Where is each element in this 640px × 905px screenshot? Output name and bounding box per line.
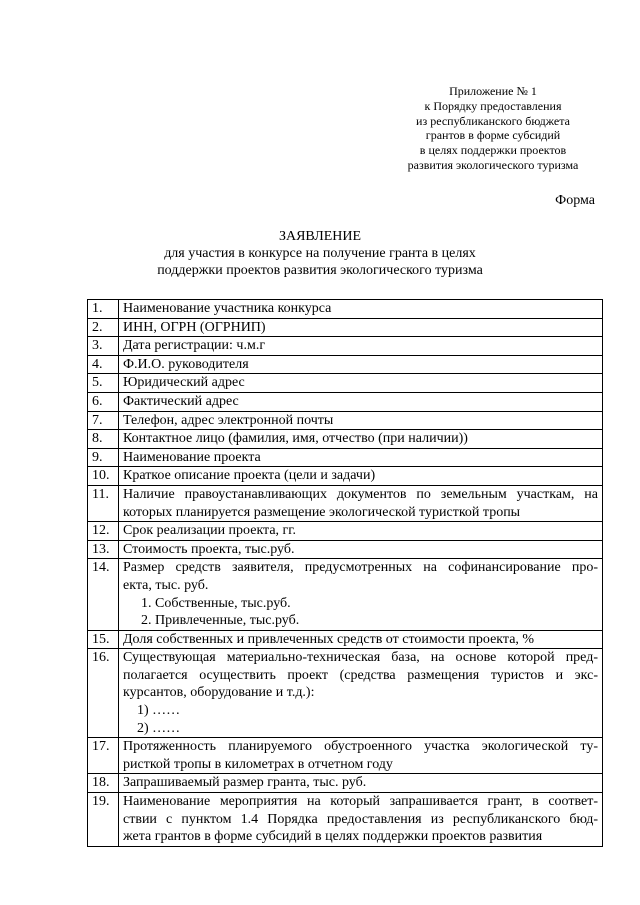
row-text <box>119 337 603 356</box>
row-text-line: Ф.И.О. руководителя <box>123 356 249 372</box>
row-text <box>119 374 603 393</box>
table-row <box>88 774 603 793</box>
sub-item: 2. Привлеченные, тыс.руб. <box>141 613 300 629</box>
row-text <box>119 430 603 449</box>
row-text-line: Наименование участника конкурса <box>123 301 332 316</box>
row-text <box>119 540 603 559</box>
table-row <box>88 467 603 486</box>
table-row <box>88 300 603 319</box>
row-number: 14. <box>88 559 119 630</box>
row-text-line: Запрашиваемый размер гранта, тыс. руб. <box>123 775 367 791</box>
table-row <box>88 411 603 430</box>
row-text <box>119 559 603 630</box>
row-text <box>119 411 603 430</box>
row-number: 4. <box>88 355 119 374</box>
row-text-line: Краткое описание проекта (цели и задачи) <box>123 468 376 484</box>
row-number: 5. <box>88 374 119 393</box>
row-text-line: Контактное лицо (фамилия, имя, отчество (при наличии)) <box>123 431 468 447</box>
row-text-line: Срок реализации проекта, гг. <box>123 523 296 539</box>
row-text <box>119 392 603 411</box>
row-text-line: Протяженность планируемого обустроенного участка экологической ту- <box>123 739 598 755</box>
row-number: 16. <box>88 649 119 738</box>
table-row <box>88 522 603 541</box>
row-text <box>119 318 603 337</box>
row-text-line: Размер средств заявителя, предусмотренных на софинансирование про- <box>123 560 598 576</box>
sub-item: 2) …… <box>137 720 181 736</box>
row-number: 13. <box>88 540 119 559</box>
row-text <box>119 300 603 319</box>
row-text <box>119 485 603 521</box>
row-text-line: жета грантов в форме субсидий в целях поддержки проектов развития <box>123 829 543 845</box>
row-text-line: Дата регистрации: ч.м.г <box>123 338 266 354</box>
row-number: 15. <box>88 630 119 649</box>
appendix-line: развития экологического туризма <box>407 157 579 172</box>
appendix-line: грантов в форме субсидий <box>425 128 561 143</box>
row-text <box>119 649 603 738</box>
row-text <box>119 522 603 541</box>
table-row <box>88 540 603 559</box>
appendix-block <box>380 84 606 173</box>
title-line-2: поддержки проектов развития экологического туризма <box>157 263 483 278</box>
appendix-line: к Порядку предоставления <box>424 98 562 113</box>
table-row <box>88 485 603 521</box>
row-text <box>119 738 603 774</box>
row-number: 3. <box>88 337 119 356</box>
row-text-line: Наименование мероприятия на который запрашивается грант, в соответ- <box>123 794 598 810</box>
row-text-line: ИНН, ОГРН (ОГРНИП) <box>123 319 266 335</box>
table-row <box>88 355 603 374</box>
row-text-line: Стоимость проекта, тыс.руб. <box>123 541 295 557</box>
table-row <box>88 392 603 411</box>
row-text <box>119 774 603 793</box>
row-text-line: екта, тыс. руб. <box>123 577 209 593</box>
row-text-line: Юридический адрес <box>123 375 245 391</box>
appendix-line: из республиканского бюджета <box>416 113 570 128</box>
row-number: 1. <box>88 300 119 319</box>
row-text-line: ристкой тропы в километрах в отчетном году <box>123 756 393 772</box>
row-text-line: Доля собственных и привлеченных средств от стоимости проекта, % <box>123 631 535 647</box>
table-row <box>88 793 603 847</box>
row-number: 18. <box>88 774 119 793</box>
row-number: 8. <box>88 430 119 449</box>
form-label: Форма <box>555 193 595 208</box>
appendix-line: в целях поддержки проектов <box>419 143 567 158</box>
document-title <box>0 229 640 279</box>
row-text-line: Наличие правоустанавливающих документов по земельным участкам, на <box>123 486 598 502</box>
row-text-line: курсантов, оборудование и т.д.): <box>123 685 315 701</box>
row-number: 19. <box>88 793 119 847</box>
row-text-line: Существующая материально-техническая база, на основе которой пред- <box>123 650 598 666</box>
table-row <box>88 337 603 356</box>
row-text-line: которых планируется размещение экологической туристкой тропы <box>123 504 521 520</box>
table-row <box>88 738 603 774</box>
row-text <box>119 630 603 649</box>
row-number: 12. <box>88 522 119 541</box>
row-number: 17. <box>88 738 119 774</box>
sub-item: 1. Собственные, тыс.руб. <box>141 595 291 611</box>
table-row <box>88 630 603 649</box>
row-text-line: Фактический адрес <box>123 393 239 409</box>
table-row <box>88 318 603 337</box>
table-row <box>88 430 603 449</box>
sub-item: 1) …… <box>137 703 181 719</box>
title-heading: ЗАЯВЛЕНИЕ <box>278 229 362 244</box>
table-row <box>88 649 603 738</box>
table-row <box>88 448 603 467</box>
row-text <box>119 793 603 847</box>
application-table <box>87 299 603 847</box>
row-text <box>119 355 603 374</box>
row-text <box>119 448 603 467</box>
row-number: 2. <box>88 318 119 337</box>
table-row <box>88 374 603 393</box>
row-number: 6. <box>88 392 119 411</box>
row-text-line: Наименование проекта <box>123 449 261 465</box>
row-text-line: Телефон, адрес электронной почты <box>123 412 334 428</box>
appendix-line: Приложение № 1 <box>449 84 537 98</box>
title-line-1: для участия в конкурсе на получение гранта в целях <box>164 246 476 261</box>
row-number: 11. <box>88 485 119 521</box>
row-text-line: ствии с пунктом 1.4 Порядка предоставления из республиканского бюд- <box>123 811 598 827</box>
row-number: 9. <box>88 448 119 467</box>
table-row <box>88 559 603 630</box>
row-text-line: полагается осуществить проект (средства размещения туристов и экс- <box>123 667 598 683</box>
row-number: 7. <box>88 411 119 430</box>
row-text <box>119 467 603 486</box>
row-number: 10. <box>88 467 119 486</box>
